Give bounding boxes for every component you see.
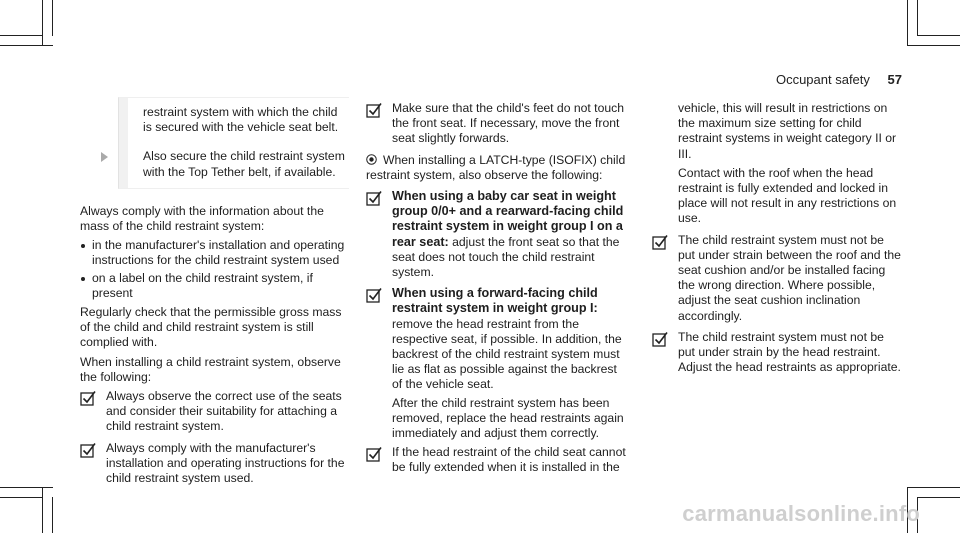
check-text: The child restraint system must not be put under strain between the roof and the seat cushion and/or be installed facing the wrong direction. Where possible, adjust the seat cushion inclination accordingly. xyxy=(678,232,901,323)
list-item xyxy=(80,238,352,268)
note-step-text: Also secure the child restraint system with the Top Tether belt, if available. xyxy=(143,149,345,179)
check-item xyxy=(80,441,352,487)
crop-mark xyxy=(907,45,960,46)
info-text: When installing a LATCH-type (ISOFIX) child restraint system, also observe the following: xyxy=(366,152,626,182)
isofix-icon xyxy=(366,154,377,165)
bullet-icon xyxy=(81,277,85,281)
checkbox-icon xyxy=(366,102,382,118)
check-heading: When using a forward-facing child restraint system in weight group I: xyxy=(392,286,598,316)
checkbox-icon xyxy=(80,442,96,458)
column-2 xyxy=(366,101,628,482)
check-item xyxy=(80,389,352,435)
check-item xyxy=(652,233,902,324)
check-text: remove the head restraint from the respective seat, if possible. In addition, the backrest of the child restraint system must lie as flat as possible against the backrest of the vehicle seat. xyxy=(392,316,622,392)
checkbox-icon xyxy=(366,190,382,206)
check-heading: When using a baby car seat in weight group 0/0+ and a rearward-facing child restraint system in weight group I on a rear seat: xyxy=(392,189,624,249)
crop-mark xyxy=(0,487,53,488)
checkbox-icon xyxy=(80,390,96,406)
paragraph: Contact with the roof when the head restraint is fully extended and locked in place will not result in any restrictions on use. xyxy=(678,165,897,226)
column-3 xyxy=(652,101,902,381)
intro-text: Always comply with the information about the mass of the child restraint system: xyxy=(80,203,324,234)
crop-mark xyxy=(52,0,53,36)
crop-mark xyxy=(52,497,53,533)
info-item xyxy=(366,153,628,183)
check-text: Always comply with the manufacturer's installation and operating instructions for the child restraint system used. xyxy=(106,440,345,486)
check-item xyxy=(366,445,628,475)
crop-mark xyxy=(907,0,908,46)
checkbox-icon xyxy=(366,446,382,462)
note-step xyxy=(119,149,349,179)
note-box xyxy=(118,97,349,189)
check-item xyxy=(652,330,902,376)
check-text: Make sure that the child's feet do not touch the front seat. If necessary, move the front seat slightly forwards. xyxy=(392,101,624,146)
bullet-icon xyxy=(81,244,85,248)
section-title: Occupant safety xyxy=(775,72,870,87)
check-text: The child restraint system must not be put under strain by the head restraint. Adjust the head restraints as appropriate. xyxy=(678,329,901,375)
check-item xyxy=(366,286,628,392)
page-header xyxy=(776,72,902,87)
paragraph: Regularly check that the permissible gross mass of the child and child restraint system is still complied with. xyxy=(80,305,342,350)
list-item-text: on a label on the child restraint system, if present xyxy=(92,270,313,300)
checkbox-icon xyxy=(652,331,668,347)
check-item xyxy=(366,101,628,147)
check-text: adjust the front seat so that the seat does not touch the child restraint system. xyxy=(392,234,620,280)
crop-mark xyxy=(907,487,960,488)
check-text: If the head restraint of the child seat cannot be fully extended when it is installed in the xyxy=(392,445,626,475)
crop-mark xyxy=(917,497,960,498)
watermark: carmanualsonline.info xyxy=(682,501,920,526)
crop-mark xyxy=(917,35,960,36)
crop-mark xyxy=(42,487,43,533)
crop-mark xyxy=(917,0,918,36)
checkbox-icon xyxy=(366,287,382,303)
list-item-text: in the manufacturer's installation and operating instructions for the child restraint system used xyxy=(92,238,345,268)
check-item xyxy=(366,189,628,280)
checkbox-icon xyxy=(652,234,668,250)
paragraph: vehicle, this will result in restrictions on the maximum size setting for child restraint systems in weight category II or III. xyxy=(678,101,897,161)
check-text: Always observe the correct use of the seats and consider their suitability for attaching a child restraint system. xyxy=(106,389,342,434)
crop-mark xyxy=(0,35,43,36)
crop-mark xyxy=(42,0,43,46)
paragraph: When installing a child restraint system, observe the following: xyxy=(80,354,341,384)
note-text: restraint system with which the child is secured with the vehicle seat belt. xyxy=(143,105,339,135)
list-item xyxy=(80,271,352,301)
crop-mark xyxy=(0,45,53,46)
paragraph: After the child restraint system has been removed, replace the head restraints again immediately and adjust them correctly. xyxy=(392,395,624,441)
page-number: 57 xyxy=(887,72,902,87)
crop-mark xyxy=(0,497,43,498)
column-1 xyxy=(80,97,352,492)
step-arrow-icon xyxy=(101,152,108,162)
